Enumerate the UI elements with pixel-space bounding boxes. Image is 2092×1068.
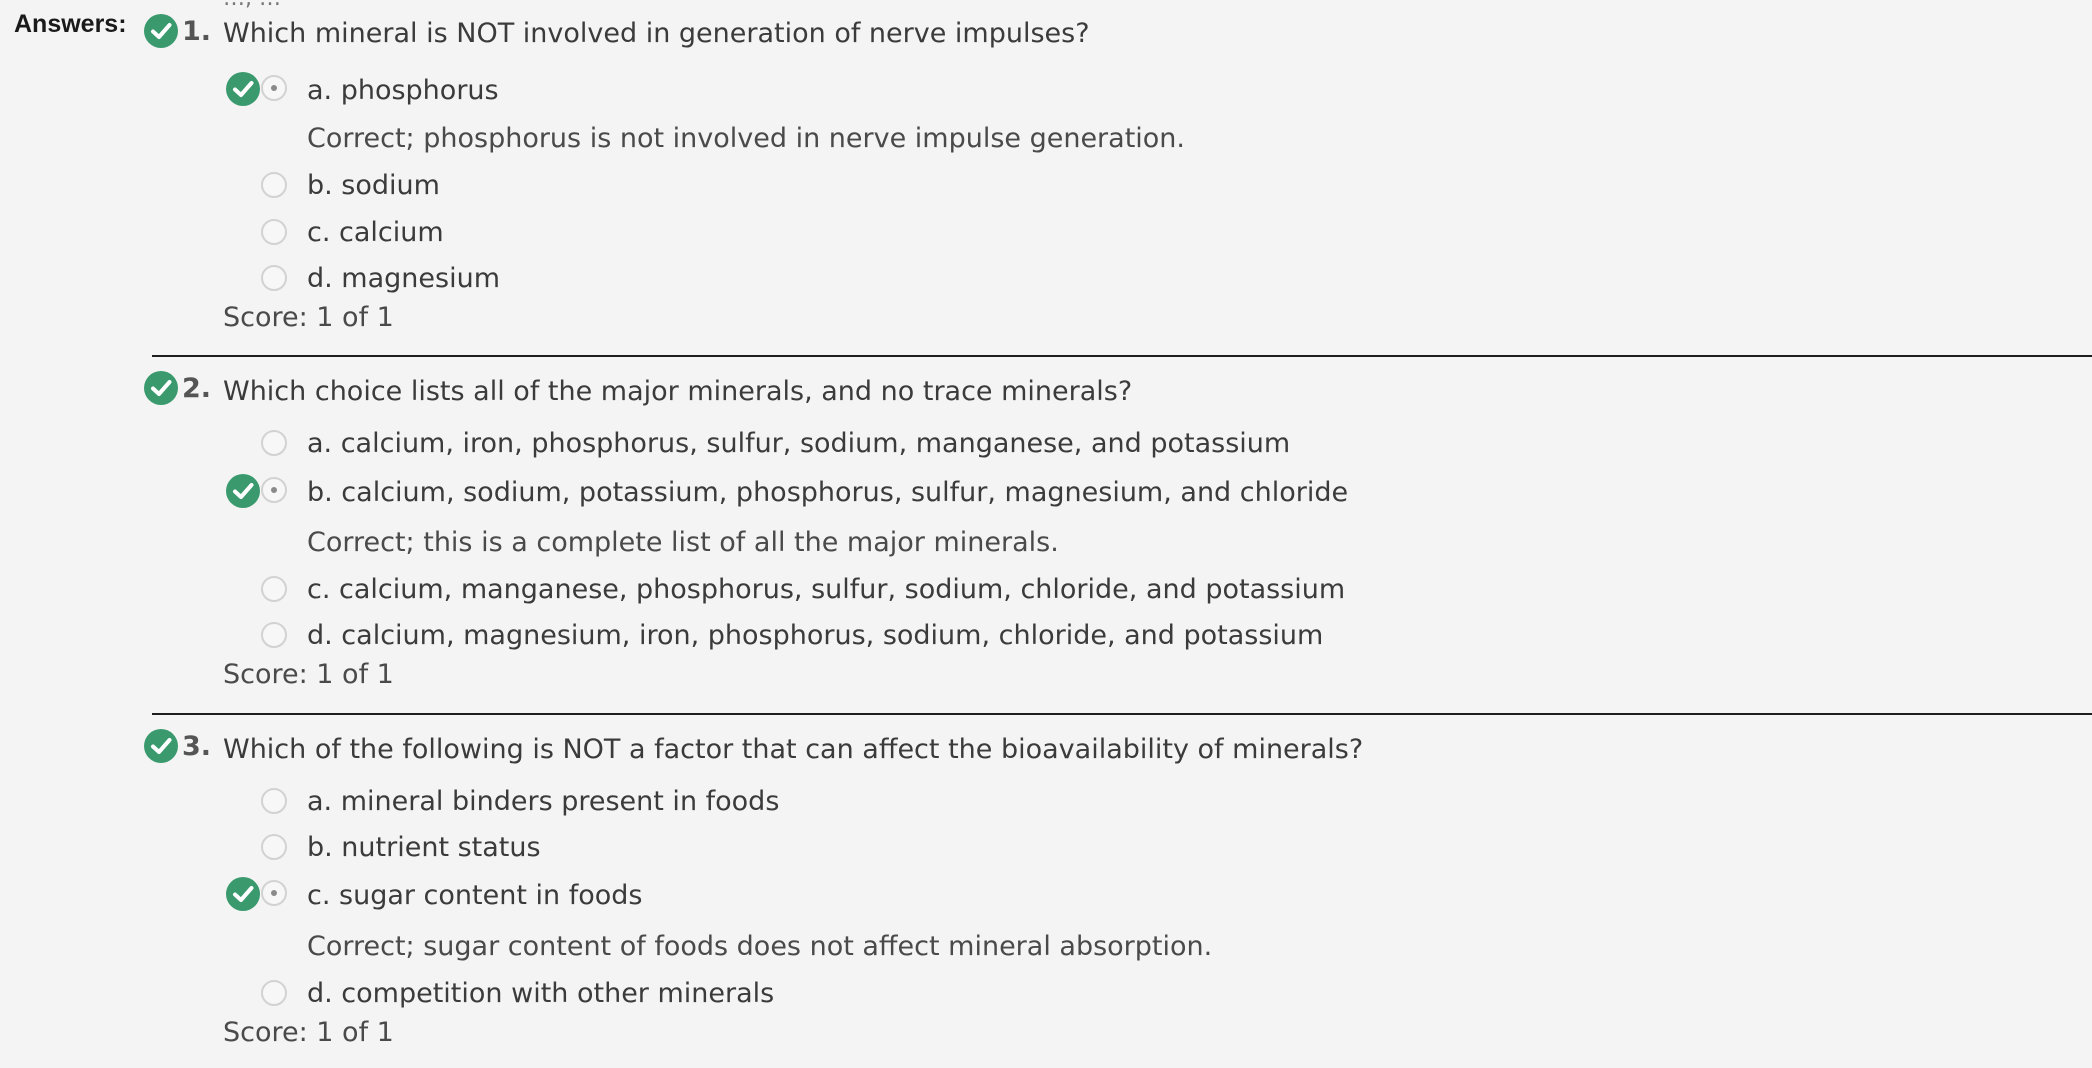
option-d[interactable] [0, 978, 2092, 1018]
option-label: a. calcium, iron, phosphorus, sulfur, sodium, manganese, and potassium [307, 428, 1291, 459]
feedback-text: Correct; sugar content of foods does not affect mineral absorption. [307, 931, 1213, 962]
question-text: Which mineral is NOT involved in generation of nerve impulses? [223, 18, 1090, 49]
option-label: b. nutrient status [307, 832, 541, 863]
question-number: 3. [182, 731, 212, 762]
answers-label: Answers: [14, 10, 127, 38]
option-label: a. mineral binders present in foods [307, 786, 780, 817]
radio-button[interactable] [261, 788, 287, 814]
option-label: d. competition with other minerals [307, 978, 775, 1009]
question-number: 2. [182, 373, 212, 404]
correct-check-icon [144, 14, 178, 48]
score-text: Score: 1 of 1 [223, 302, 394, 333]
question-text: Which choice lists all of the major minerals, and no trace minerals? [223, 376, 1133, 407]
divider [152, 355, 2092, 357]
radio-button[interactable] [261, 880, 287, 906]
score-text: Score: 1 of 1 [223, 659, 394, 690]
score-text: Score: 1 of 1 [223, 1017, 394, 1048]
option-d[interactable] [0, 263, 2092, 303]
correct-check-icon [144, 729, 178, 763]
clipped-previous-text [223, 0, 281, 11]
feedback-text: Correct; this is a complete list of all the major minerals. [307, 527, 1059, 558]
correct-check-icon [226, 72, 260, 106]
correct-check-icon [226, 474, 260, 508]
option-c[interactable] [0, 877, 2092, 917]
radio-button[interactable] [261, 622, 287, 648]
option-label: d. magnesium [307, 263, 500, 294]
question-number: 1. [182, 16, 212, 47]
option-d[interactable] [0, 620, 2092, 660]
option-a[interactable] [0, 72, 2092, 112]
radio-button[interactable] [261, 576, 287, 602]
option-b[interactable] [0, 474, 2092, 514]
option-b[interactable] [0, 832, 2092, 872]
radio-button[interactable] [261, 265, 287, 291]
option-c[interactable] [0, 574, 2092, 614]
radio-button[interactable] [261, 477, 287, 503]
correct-check-icon [144, 371, 178, 405]
radio-button[interactable] [261, 980, 287, 1006]
divider [152, 713, 2092, 715]
option-label: b. calcium, sodium, potassium, phosphorus, sulfur, magnesium, and chloride [307, 477, 1349, 508]
correct-check-icon [226, 877, 260, 911]
radio-button[interactable] [261, 172, 287, 198]
option-label: c. calcium [307, 217, 444, 248]
option-label: a. phosphorus [307, 75, 499, 106]
radio-button[interactable] [261, 75, 287, 101]
option-label: c. calcium, manganese, phosphorus, sulfur, sodium, chloride, and potassium [307, 574, 1346, 605]
option-a[interactable] [0, 786, 2092, 826]
radio-button[interactable] [261, 834, 287, 860]
question-text: Which of the following is NOT a factor that can affect the bioavailability of minerals? [223, 734, 1364, 765]
option-label: b. sodium [307, 170, 440, 201]
option-label: d. calcium, magnesium, iron, phosphorus, sodium, chloride, and potassium [307, 620, 1324, 651]
option-c[interactable] [0, 217, 2092, 257]
radio-button[interactable] [261, 430, 287, 456]
radio-button[interactable] [261, 219, 287, 245]
option-a[interactable] [0, 428, 2092, 468]
option-b[interactable] [0, 170, 2092, 210]
option-label: c. sugar content in foods [307, 880, 643, 911]
feedback-text: Correct; phosphorus is not involved in nerve impulse generation. [307, 123, 1186, 154]
